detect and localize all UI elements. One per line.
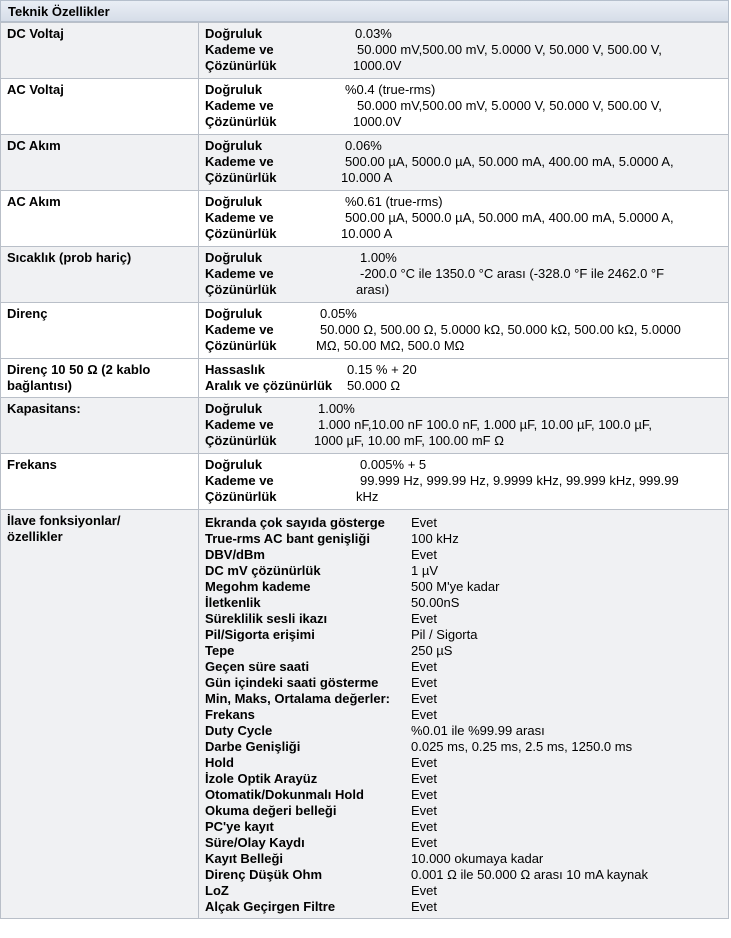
row-spec: [199, 454, 729, 510]
range-key: Kademe ve: [205, 42, 274, 57]
feature-name: Ekranda çok sayıda gösterge: [205, 515, 385, 530]
table-row: [1, 247, 729, 303]
range-key: Kademe ve: [205, 266, 274, 281]
range-key: Kademe ve: [205, 473, 274, 488]
range-key: Çözünürlük: [205, 489, 277, 504]
spec-table: [0, 22, 729, 919]
feature-value: 10.000 okumaya kadar: [411, 851, 544, 866]
row-label-line: Direnç 10 50 Ω (2 kablo: [7, 362, 151, 377]
sensitivity-pair: [205, 362, 722, 378]
feature-name: PC'ye kayıt: [205, 819, 274, 834]
section-title: Teknik Özellikler: [0, 0, 729, 22]
feature-name: Hold: [205, 755, 234, 770]
range-value: 99.999 Hz, 999.99 Hz, 9.9999 kHz, 99.999 kHz, 999.99: [360, 473, 679, 488]
feature-name: Megohm kademe: [205, 579, 311, 594]
row-label: Direnç: [1, 303, 199, 359]
sensitivity-key: Hassaslık: [205, 362, 265, 377]
feature-name: Direnç Düşük Ohm: [205, 867, 323, 882]
table-row: [1, 454, 729, 510]
table-row: [1, 191, 729, 247]
accuracy-value: 1.00%: [318, 401, 355, 416]
table-row: [1, 79, 729, 135]
row-label: [1, 359, 199, 398]
accuracy-value: %0.61 (true-rms): [345, 194, 443, 209]
feature-name: Süreklilik sesli ikazı: [205, 611, 328, 626]
range-value: 1.000 nF,10.00 nF 100.0 nF, 1.000 µF, 10.00 µF, 100.0 µF,: [318, 417, 652, 432]
feature-value: Evet: [411, 787, 438, 802]
range-value: 1000 µF, 10.00 mF, 100.00 mF Ω: [314, 433, 504, 448]
feature-name: Duty Cycle: [205, 723, 273, 738]
row-label: [1, 510, 199, 919]
row-label: Frekans: [1, 454, 199, 510]
feature-name: Kayıt Belleği: [205, 851, 284, 866]
feature-value: Evet: [411, 771, 438, 786]
feature-value: %0.01 ile %99.99 arası: [411, 723, 545, 738]
table-row: [1, 135, 729, 191]
feature-name: Tepe: [205, 643, 235, 658]
range-key: Kademe ve: [205, 322, 274, 337]
range-key: Kademe ve: [205, 154, 274, 169]
range-value: arası): [356, 282, 390, 297]
spec-keys: [205, 138, 277, 186]
feature-name: True-rms AC bant genişliği: [205, 531, 370, 546]
feature-value: Pil / Sigorta: [411, 627, 478, 642]
sensitivity-value: 0.15 % + 20: [347, 362, 417, 377]
feature-value: Evet: [411, 835, 438, 850]
feature-name: Darbe Genişliği: [205, 739, 301, 754]
row-spec: [199, 247, 729, 303]
row-spec: [199, 23, 729, 79]
range-key: Kademe ve: [205, 417, 274, 432]
accuracy-value: 0.06%: [345, 138, 382, 153]
feature-name: Alçak Geçirgen Filtre: [205, 899, 336, 914]
range-key: Çözünürlük: [205, 433, 277, 448]
spec-keys: [205, 194, 277, 242]
range-value: kHz: [356, 489, 379, 504]
range-value: 10.000 A: [341, 170, 393, 185]
feature-name: Okuma değeri belleği: [205, 803, 337, 818]
feature-name: DC mV çözünürlük: [205, 563, 321, 578]
range-value: 50.000 mV,500.00 mV, 5.0000 V, 50.000 V, 500.00 V,: [357, 42, 662, 57]
table-row: [1, 398, 729, 454]
accuracy-key: Doğruluk: [205, 26, 263, 41]
range-value: 50.000 mV,500.00 mV, 5.0000 V, 50.000 V, 500.00 V,: [357, 98, 662, 113]
range-pair: [205, 378, 722, 394]
range-value: 50.000 Ω: [347, 378, 401, 393]
range-key: Çözünürlük: [205, 338, 277, 353]
row-label: AC Akım: [1, 191, 199, 247]
row-label: Sıcaklık (prob hariç): [1, 247, 199, 303]
spec-keys: [205, 250, 277, 298]
range-key: Çözünürlük: [205, 170, 277, 185]
range-value: 10.000 A: [341, 226, 393, 241]
feature-value: Evet: [411, 515, 438, 530]
feature-value: Evet: [411, 819, 438, 834]
range-key: Çözünürlük: [205, 226, 277, 241]
accuracy-value: 0.03%: [355, 26, 392, 41]
table-row: [1, 359, 729, 398]
row-spec: [199, 191, 729, 247]
feature-list: [205, 515, 722, 915]
range-key: Aralık ve çözünürlük: [205, 378, 333, 393]
accuracy-value: 1.00%: [360, 250, 397, 265]
spec-keys: [205, 26, 277, 74]
row-spec: [199, 135, 729, 191]
feature-value: Evet: [411, 803, 438, 818]
feature-value: Evet: [411, 883, 438, 898]
feature-value: Evet: [411, 691, 438, 706]
row-label: DC Akım: [1, 135, 199, 191]
feature-name: Pil/Sigorta erişimi: [205, 627, 315, 642]
feature-name: Min, Maks, Ortalama değerler:: [205, 691, 390, 706]
accuracy-value: 0.05%: [320, 306, 357, 321]
feature-value: Evet: [411, 611, 438, 626]
feature-value: 1 µV: [411, 563, 439, 578]
row-spec: [199, 398, 729, 454]
row-label: DC Voltaj: [1, 23, 199, 79]
row-label-line: bağlantısı): [7, 378, 73, 393]
range-value: 500.00 µA, 5000.0 µA, 50.000 mA, 400.00 mA, 5.0000 A,: [345, 210, 674, 225]
accuracy-key: Doğruluk: [205, 194, 263, 209]
feature-value: 0.001 Ω ile 50.000 Ω arası 10 mA kaynak: [411, 867, 648, 882]
accuracy-key: Doğruluk: [205, 250, 263, 265]
range-value: 1000.0V: [353, 114, 402, 129]
spec-keys: [205, 457, 277, 505]
range-key: Çözünürlük: [205, 282, 277, 297]
feature-value: 100 kHz: [411, 531, 459, 546]
range-key: Çözünürlük: [205, 58, 277, 73]
row-spec: [199, 510, 729, 919]
feature-name: İzole Optik Arayüz: [205, 771, 318, 786]
accuracy-key: Doğruluk: [205, 457, 263, 472]
accuracy-key: Doğruluk: [205, 401, 263, 416]
accuracy-key: Doğruluk: [205, 82, 263, 97]
accuracy-key: Doğruluk: [205, 138, 263, 153]
feature-value: 50.00nS: [411, 595, 460, 610]
feature-name: LoZ: [205, 883, 229, 898]
spec-keys: [205, 82, 277, 130]
row-label: AC Voltaj: [1, 79, 199, 135]
spec-keys: [205, 306, 277, 354]
feature-name: Gün içindeki saati gösterme: [205, 675, 379, 690]
feature-name: Otomatik/Dokunmalı Hold: [205, 787, 364, 802]
range-value: 500.00 µA, 5000.0 µA, 50.000 mA, 400.00 mA, 5.0000 A,: [345, 154, 674, 169]
accuracy-key: Doğruluk: [205, 306, 263, 321]
feature-value: 500 M'ye kadar: [411, 579, 500, 594]
range-key: Çözünürlük: [205, 114, 277, 129]
row-label-line: İlave fonksiyonlar/: [7, 513, 121, 528]
range-key: Kademe ve: [205, 210, 274, 225]
table-row: [1, 510, 729, 919]
feature-name: DBV/dBm: [205, 547, 265, 562]
feature-value: 250 µS: [411, 643, 453, 658]
feature-name: Frekans: [205, 707, 255, 722]
feature-value: 0.025 ms, 0.25 ms, 2.5 ms, 1250.0 ms: [411, 739, 633, 754]
range-key: Kademe ve: [205, 98, 274, 113]
feature-name: İletkenlik: [205, 595, 261, 610]
row-spec: [199, 303, 729, 359]
row-label-line: özellikler: [7, 529, 63, 544]
spec-keys: [205, 401, 277, 449]
range-value: -200.0 °C ile 1350.0 °C arası (-328.0 °F ile 2462.0 °F: [360, 266, 665, 281]
feature-value: Evet: [411, 675, 438, 690]
range-value: 50.000 Ω, 500.00 Ω, 5.0000 kΩ, 50.000 kΩ, 500.00 kΩ, 5.0000: [320, 322, 681, 337]
table-row: [1, 23, 729, 79]
feature-value: Evet: [411, 659, 438, 674]
row-spec: [199, 79, 729, 135]
feature-value: Evet: [411, 707, 438, 722]
feature-value: Evet: [411, 547, 438, 562]
accuracy-value: 0.005% + 5: [360, 457, 427, 472]
range-value: 1000.0V: [353, 58, 402, 73]
feature-name: Geçen süre saati: [205, 659, 310, 674]
range-value: MΩ, 50.00 MΩ, 500.0 MΩ: [316, 338, 465, 353]
row-spec: [199, 359, 729, 398]
feature-value: Evet: [411, 899, 438, 914]
feature-value: Evet: [411, 755, 438, 770]
feature-name: Süre/Olay Kaydı: [205, 835, 305, 850]
row-label: Kapasitans:: [1, 398, 199, 454]
table-row: [1, 303, 729, 359]
accuracy-value: %0.4 (true-rms): [345, 82, 436, 97]
